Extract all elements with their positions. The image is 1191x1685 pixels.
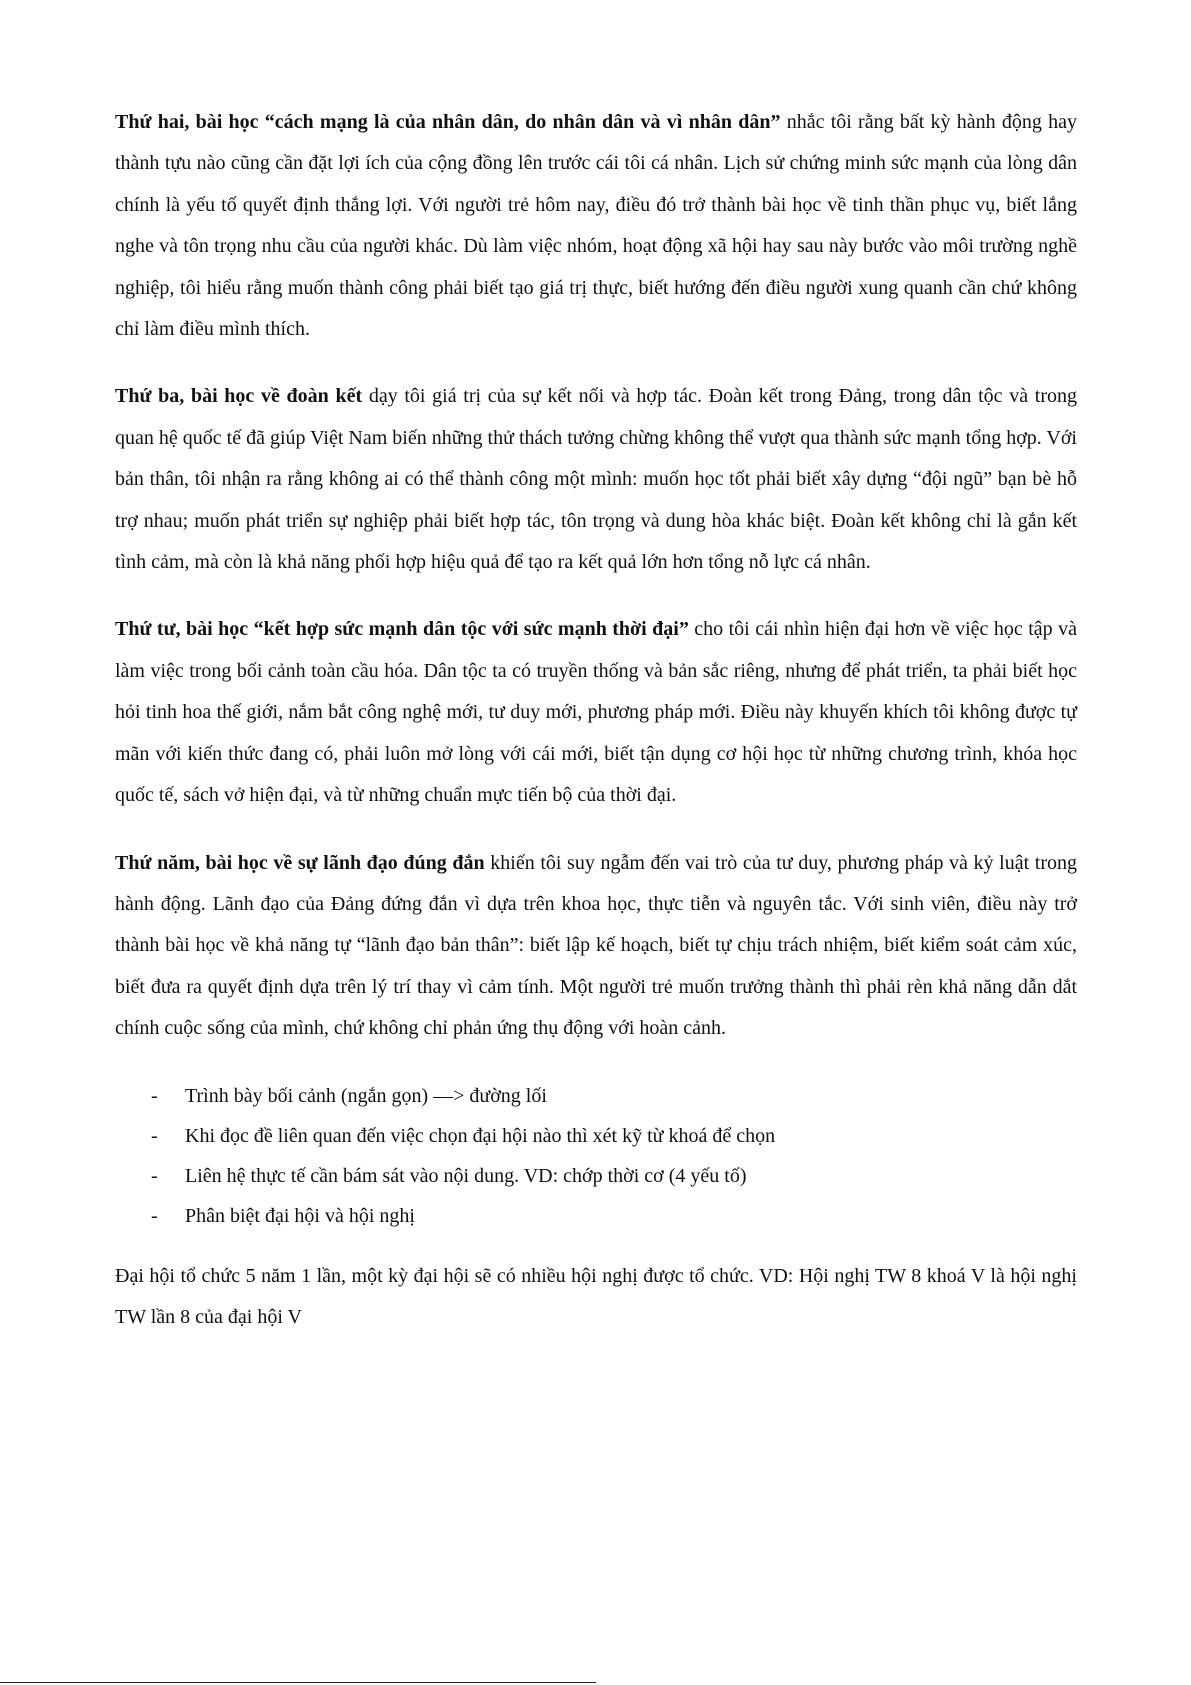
paragraph-body: khiến tôi suy ngẫm đến vai trò của tư duy, phương pháp và kỷ luật trong hành động. Lãnh đạo của Đảng đứng đắn vì dựa trên khoa học, thực tiễn và nguyên tắc. Với sinh viên, điều này trở thành bài học về khả năng tự “lãnh đạo bản thân”: biết lập kế hoạch, biết tự chịu trách nhiệm, biết kiểm soát cảm xúc, biết đưa ra quyết định dựa trên lý trí thay vì cảm tính. Một người trẻ muốn trưởng thành thì phải rèn khả năng dẫn dắt chính cuộc sống của mình, chứ không chỉ phản ứng thụ động với hoàn cảnh. (115, 851, 1077, 1040)
bullet-item (115, 1156, 1077, 1196)
bullet-text: Trình bày bối cảnh (ngắn gọn) —> đường lối (185, 1084, 547, 1107)
paragraph-body: dạy tôi giá trị của sự kết nối và hợp tác. Đoàn kết trong Đảng, trong dân tộc và trong quan hệ quốc tế đã giúp Việt Nam biến những thử thách tưởng chừng không thể vượt qua thành sức mạnh tổng hợp. Với bản thân, tôi nhận ra rằng không ai có thể thành công một mình: muốn học tốt phải biết xây dựng “đội ngũ” bạn bè hỗ trợ nhau; muốn phát triển sự nghiệp phải biết hợp tác, tôn trọng và dung hòa khác biệt. Đoàn kết không chỉ là gắn kết tình cảm, mà còn là khả năng phối hợp hiệu quả để tạo ra kết quả lớn hơn tổng nỗ lực cá nhân. (115, 385, 1077, 574)
paragraph-lesson-five (115, 843, 1077, 1050)
paragraph-lesson-three (115, 376, 1077, 583)
bullet-text: Phân biệt đại hội và hội nghị (185, 1204, 415, 1227)
bullet-item (115, 1196, 1077, 1236)
footer-divider (0, 1682, 596, 1683)
bullet-dash: - (151, 1204, 158, 1227)
paragraph-body: nhắc tôi rằng bất kỳ hành động hay thành tựu nào cũng cần đặt lợi ích của cộng đồng lên trước cái tôi cá nhân. Lịch sử chứng minh sức mạnh của lòng dân chính là yếu tố quyết định thắng lợi. Với người trẻ hôm nay, điều đó trở thành bài học về tinh thần phục vụ, biết lắng nghe và tôn trọng nhu cầu của người khác. Dù làm việc nhóm, hoạt động xã hội hay sau này bước vào môi trường nghề nghiệp, tôi hiểu rằng muốn thành công phải biết tạo giá trị thực, biết hướng đến điều người xung quanh cần chứ không chỉ làm điều mình thích. (115, 111, 1077, 341)
bullet-dash: - (151, 1124, 158, 1147)
paragraph-lead: Thứ năm, bài học về sự lãnh đạo đúng đắn (115, 851, 485, 874)
document-page (115, 102, 1077, 1364)
paragraph-lead: Thứ ba, bài học về đoàn kết (115, 385, 363, 408)
bullet-dash: - (151, 1084, 158, 1107)
bullet-text: Khi đọc đề liên quan đến việc chọn đại hội nào thì xét kỹ từ khoá để chọn (185, 1124, 776, 1147)
bullet-item (115, 1076, 1077, 1116)
paragraph-lesson-four (115, 609, 1077, 816)
bullet-item (115, 1116, 1077, 1156)
bullet-dash: - (151, 1164, 158, 1187)
paragraph-lead: Thứ tư, bài học “kết hợp sức mạnh dân tộc với sức mạnh thời đại” (115, 618, 689, 641)
bullet-text: Liên hệ thực tế cần bám sát vào nội dung. VD: chớp thời cơ (4 yếu tố) (185, 1164, 747, 1187)
paragraph-lesson-two (115, 102, 1077, 350)
closing-paragraph: Đại hội tổ chức 5 năm 1 lần, một kỳ đại hội sẽ có nhiều hội nghị được tổ chức. VD: Hội nghị TW 8 khoá V là hội nghị TW lần 8 của đại hội V (115, 1264, 1077, 1328)
paragraph-body: cho tôi cái nhìn hiện đại hơn về việc học tập và làm việc trong bối cảnh toàn cầu hóa. Dân tộc ta có truyền thống và bản sắc riêng, nhưng để phát triển, ta phải biết học hỏi tinh hoa thế giới, nắm bắt công nghệ mới, tư duy mới, phương pháp mới. Điều này khuyến khích tôi không được tự mãn với kiến thức đang có, phải luôn mở lòng với cái mới, biết tận dụng cơ hội học từ những chương trình, khóa học quốc tế, sách vở hiện đại, và từ những chuẩn mực tiến bộ của thời đại. (115, 618, 1077, 807)
notes-bullet-list (115, 1076, 1077, 1236)
paragraph-lead: Thứ hai, bài học “cách mạng là của nhân dân, do nhân dân và vì nhân dân” (115, 111, 781, 133)
